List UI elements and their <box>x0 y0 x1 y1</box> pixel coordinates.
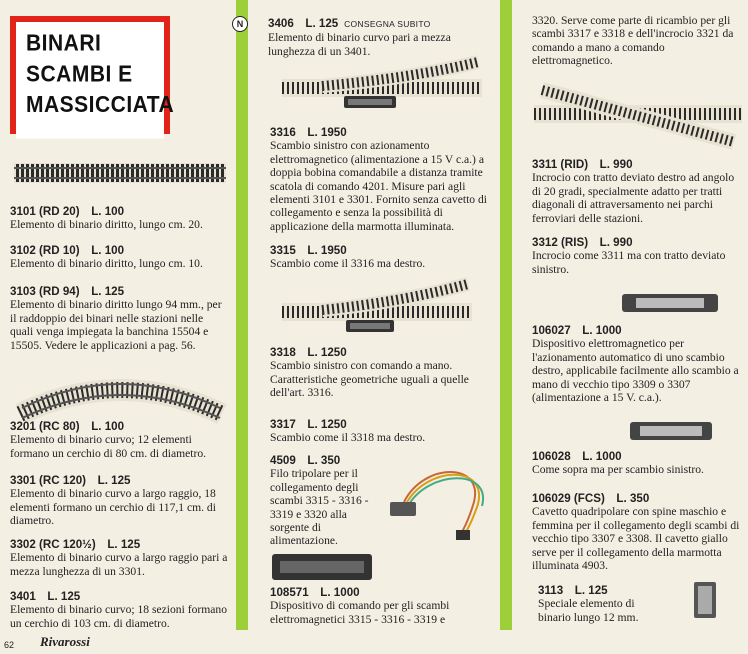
product-price: L. 125 <box>574 584 608 597</box>
point-motor-image <box>622 290 718 316</box>
page-number: 62 <box>4 640 15 650</box>
product-description: Elemento di binario curvo a largo raggio, 18 elementi formano un cerchio di 117,1 cm. di diametro. <box>10 487 216 528</box>
list-item <box>532 450 744 477</box>
product-code: 3317 <box>270 418 296 431</box>
product-code: 3302 (RC 120½) <box>10 538 96 551</box>
electric-turnout-image <box>282 58 482 110</box>
product-description: Dispositivo elettromagnetico per l'azionamento automatico di uno scambio destro, applicabile facilmente allo scambio a mano di vecchio tipo 3309 o 3307 (alimentazione a 15 V. c.a.). <box>532 337 739 405</box>
track-tie <box>36 164 39 182</box>
page-title <box>16 22 175 139</box>
product-description: Scambio come il 3318 ma destro. <box>270 431 426 445</box>
product-price: L. 350 <box>616 492 650 505</box>
product-description: Elemento di binario curvo; 12 elementi formano un cerchio di 80 cm. di diametro. <box>10 433 207 460</box>
product-code: 3312 (RIS) <box>532 236 589 249</box>
list-item <box>10 474 228 528</box>
product-description: Incrocio con tratto deviato destro ad angolo di 20 gradi, specialmente adatto per tratti diagonali di attraversamento nei parchi ferroviari delle stazioni. <box>532 171 735 225</box>
track-tie <box>76 164 79 182</box>
list-item <box>10 590 228 630</box>
track-tie <box>166 164 169 182</box>
product-description: Elemento di binario curvo; 18 sezioni formano un cerchio di 103 cm. di diametro. <box>10 603 228 630</box>
product-description: Cavetto quadripolare con spine maschio e femmina per il collegamento degli scambi di vecchio tipo 3307 e 3308. Il cavetto giallo serve per il collegamento della marmotta illuminata 4903. <box>532 505 740 573</box>
title-box <box>10 16 175 134</box>
track-tie <box>66 164 69 182</box>
product-description: Scambio sinistro con comando a mano. Caratteristiche geometriche uguali a quelle dell'art. 3316. <box>270 359 469 400</box>
product-description: Elemento di binario curvo pari a mezza lunghezza di un 3401. <box>268 31 451 58</box>
product-code: 3318 <box>270 346 296 359</box>
product-price: L. 125 <box>97 474 131 487</box>
title-line-3: MASSICCIATA <box>26 92 175 118</box>
product-code: 3315 <box>270 244 296 257</box>
track-tie <box>71 164 74 182</box>
product-price: L. 350 <box>307 454 341 467</box>
track-tie <box>21 164 24 182</box>
product-code: 3101 (RD 20) <box>10 205 80 218</box>
track-tie <box>51 164 54 182</box>
track-tie <box>181 164 184 182</box>
track-tie <box>196 164 199 182</box>
column-divider-2 <box>500 0 512 630</box>
track-tie <box>216 164 219 182</box>
product-description: Scambio sinistro con azionamento elettromagnetico (alimentazione a 15 V c.a.) a doppia bobina comandabile a distanza tramite scatola di comando 4201. Misure pari agli elementi 3101 e 3301. Fornito senza cavetto di collegamento e senza la possibilità di applicazione della marmotta illuminata. <box>270 139 488 233</box>
track-tie <box>101 164 104 182</box>
list-item <box>538 584 666 624</box>
product-description: Come sopra ma per scambio sinistro. <box>532 463 704 477</box>
track-tie <box>116 164 119 182</box>
list-item <box>268 17 493 58</box>
product-code: 106028 <box>532 450 571 463</box>
column-divider-1 <box>236 0 248 630</box>
track-tie <box>31 164 34 182</box>
product-price: L. 1000 <box>320 586 360 599</box>
track-tie <box>56 164 59 182</box>
track-tie <box>171 164 174 182</box>
product-price: L. 125 <box>107 538 141 551</box>
product-price: L. 125 <box>305 17 339 30</box>
control-box-image <box>272 552 372 582</box>
product-price: L. 125 <box>47 590 81 603</box>
product-price: L. 100 <box>91 244 125 257</box>
product-price: L. 1250 <box>307 346 347 359</box>
track-tie <box>141 164 144 182</box>
list-item <box>10 538 228 578</box>
list-item <box>532 236 744 276</box>
track-tie <box>156 164 159 182</box>
track-tie <box>61 164 64 182</box>
track-tie <box>41 164 44 182</box>
manual-turnout-image <box>282 278 472 334</box>
product-description: Incrocio come 3311 ma con tratto deviato sinistro. <box>532 249 726 276</box>
list-item <box>532 14 744 68</box>
product-description: Dispositivo di comando per gli scambi elettromagnetici 3315 - 3316 - 3319 e <box>270 599 450 626</box>
track-tie <box>96 164 99 182</box>
track-tie <box>111 164 114 182</box>
product-price: L. 990 <box>599 158 633 171</box>
track-tie <box>81 164 84 182</box>
product-price: L. 1000 <box>582 324 622 337</box>
list-item <box>532 158 744 225</box>
product-code: 3316 <box>270 126 296 139</box>
list-item <box>270 244 495 271</box>
track-tie <box>151 164 154 182</box>
list-item <box>10 420 228 460</box>
track-tie <box>161 164 164 182</box>
product-description: Scambio come il 3316 ma destro. <box>270 257 426 271</box>
product-code: 3102 (RD 10) <box>10 244 80 257</box>
delivery-note: CONSEGNA SUBITO <box>344 19 431 29</box>
track-tie <box>221 164 224 182</box>
list-item <box>270 586 495 626</box>
track-tie <box>176 164 179 182</box>
product-price: L. 1250 <box>307 418 347 431</box>
product-description: Elemento di binario diritto lungo 94 mm., per il raddoppio dei binari nelle stazioni nelle quali venga impiegata la banchina 15504 e 15505. Vedere le applicazioni a pag. 56. <box>10 298 222 352</box>
list-item <box>10 244 228 271</box>
product-description: 3320. Serve come parte di ricambio per gli scambi 3317 e 3318 e dell'incrocio 3321 da comando a mano a comando elettromagnetico. <box>532 14 734 68</box>
product-price: L. 100 <box>91 420 125 433</box>
product-code: 3311 (RID) <box>532 158 589 171</box>
track-tie <box>16 164 19 182</box>
track-tie <box>121 164 124 182</box>
track-tie <box>131 164 134 182</box>
title-line-2: SCAMBI E <box>26 61 133 87</box>
list-item <box>10 205 228 232</box>
brand-logo: Rivarossi <box>40 634 90 649</box>
title-line-1: BINARI <box>26 30 102 57</box>
product-price: L. 1950 <box>307 126 347 139</box>
curved-track-image <box>16 372 226 418</box>
track-tie <box>201 164 204 182</box>
product-code: 108571 <box>270 586 309 599</box>
track-tie <box>126 164 129 182</box>
product-description: Elemento di binario diritto, lungo cm. 20. <box>10 218 203 232</box>
track-tie <box>106 164 109 182</box>
point-motor-left-image <box>630 418 712 444</box>
list-item <box>270 418 495 445</box>
product-code: 3201 (RC 80) <box>10 420 80 433</box>
straight-track-image <box>14 160 226 186</box>
track-tie <box>191 164 194 182</box>
product-price: L. 125 <box>91 285 125 298</box>
track-tie <box>86 164 89 182</box>
list-item <box>10 285 228 352</box>
product-description: Filo tripolare per il collegamento degli scambi 3315 - 3316 - 3319 e 3320 alla sorgente di alimentazione. <box>270 467 369 548</box>
wire-cable-image <box>384 462 494 542</box>
track-tie <box>146 164 149 182</box>
track-tie <box>26 164 29 182</box>
track-tie <box>186 164 189 182</box>
track-tie <box>136 164 139 182</box>
product-code: 3103 (RD 94) <box>10 285 80 298</box>
product-price: L. 1000 <box>582 450 622 463</box>
product-description: Speciale elemento di binario lungo 12 mm. <box>538 597 639 624</box>
track-tie <box>206 164 209 182</box>
list-item <box>270 126 495 233</box>
product-description: Elemento di binario diritto, lungo cm. 10. <box>10 257 203 271</box>
track-crossing-image <box>534 86 742 148</box>
product-code: 106027 <box>532 324 571 337</box>
product-code: 3401 <box>10 590 36 603</box>
list-item <box>532 324 744 404</box>
track-tie <box>46 164 49 182</box>
n-logo-icon: N <box>232 16 248 32</box>
track-tie <box>211 164 214 182</box>
product-code: 3406 <box>268 17 294 30</box>
product-code: 3301 (RC 120) <box>10 474 87 487</box>
product-price: L. 100 <box>91 205 125 218</box>
track-tie <box>91 164 94 182</box>
list-item <box>270 346 495 400</box>
product-code: 4509 <box>270 454 296 467</box>
product-code: 106029 (FCS) <box>532 492 605 505</box>
product-description: Elemento di binario curvo a largo raggio pari a mezza lunghezza di un 3301. <box>10 551 228 578</box>
list-item <box>270 454 380 548</box>
list-item <box>532 492 744 572</box>
product-price: L. 1950 <box>307 244 347 257</box>
product-price: L. 990 <box>599 236 633 249</box>
short-track-image <box>688 578 722 620</box>
product-code: 3113 <box>538 584 564 597</box>
